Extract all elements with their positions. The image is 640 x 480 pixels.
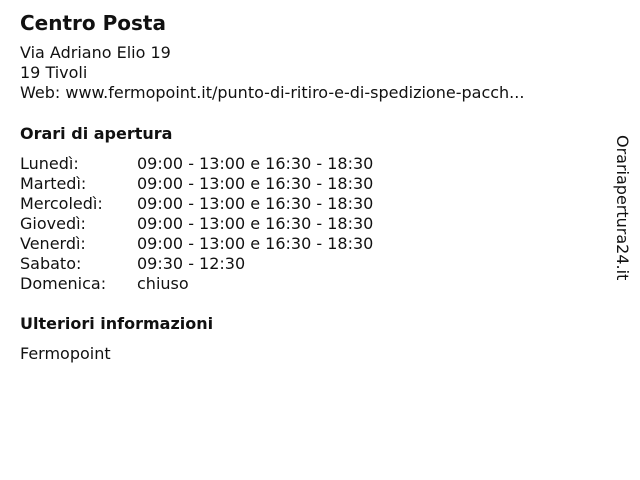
additional-info-heading: Ulteriori informazioni <box>20 314 214 333</box>
day-hours: 09:00 - 13:00 e 16:30 - 18:30 <box>137 214 374 233</box>
hours-row-wednesday <box>20 194 373 214</box>
watermark-text: Orariapertura24.it <box>613 135 632 281</box>
page-title: Centro Posta <box>20 11 166 35</box>
hours-row-monday <box>20 154 373 174</box>
day-hours: 09:00 - 13:00 e 16:30 - 18:30 <box>137 234 374 253</box>
day-label: Martedì: <box>20 174 87 193</box>
hours-row-thursday <box>20 214 373 234</box>
day-hours: chiuso <box>137 274 189 293</box>
street-address: Via Adriano Elio 19 <box>20 43 171 62</box>
hours-row-tuesday <box>20 174 373 194</box>
hours-row-sunday <box>20 274 373 294</box>
day-hours: 09:00 - 13:00 e 16:30 - 18:30 <box>137 174 374 193</box>
day-label: Mercoledì: <box>20 194 103 213</box>
day-hours: 09:00 - 13:00 e 16:30 - 18:30 <box>137 154 374 173</box>
website-link[interactable]: Web: www.fermopoint.it/punto-di-ritiro-e-di-spedizione-pacch... <box>20 83 525 102</box>
opening-hours-table <box>20 154 373 294</box>
additional-info-text: Fermopoint <box>20 344 111 363</box>
day-label: Domenica: <box>20 274 107 293</box>
city-address: 19 Tivoli <box>20 63 88 82</box>
hours-row-friday <box>20 234 373 254</box>
day-hours: 09:30 - 12:30 <box>137 254 246 273</box>
opening-hours-heading: Orari di apertura <box>20 124 173 143</box>
site-watermark <box>610 135 634 310</box>
address-block <box>20 43 524 103</box>
day-label: Giovedì: <box>20 214 86 233</box>
day-label: Venerdì: <box>20 234 86 253</box>
hours-row-saturday <box>20 254 373 274</box>
day-hours: 09:00 - 13:00 e 16:30 - 18:30 <box>137 194 374 213</box>
day-label: Lunedì: <box>20 154 79 173</box>
day-label: Sabato: <box>20 254 82 273</box>
